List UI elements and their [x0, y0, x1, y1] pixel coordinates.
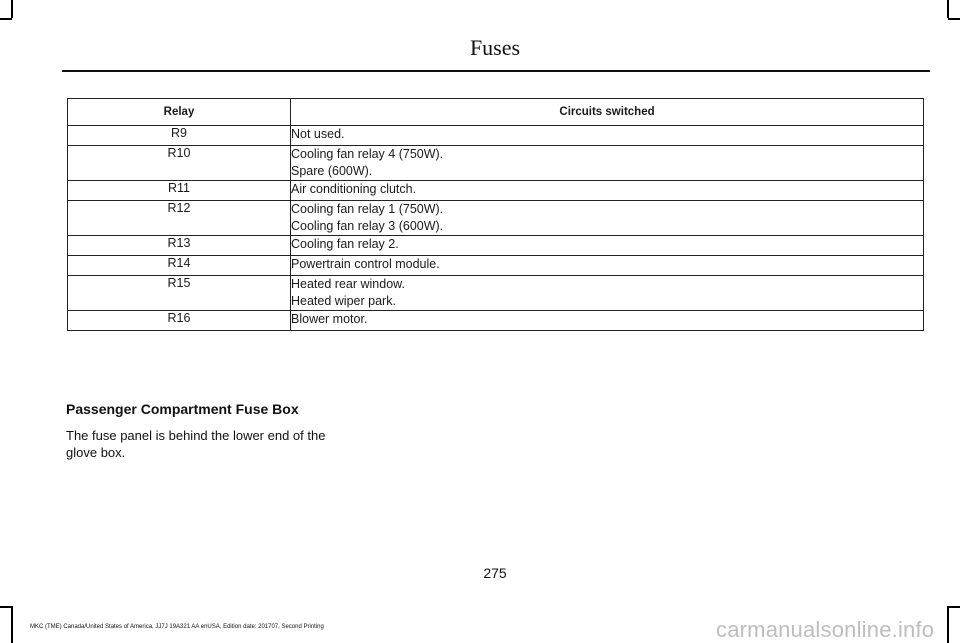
- header-divider: [62, 70, 930, 72]
- circuits-cell: [291, 181, 924, 201]
- relay-id-cell: R14: [68, 256, 291, 276]
- crop-mark: [11, 606, 13, 643]
- table-row: [68, 311, 924, 331]
- table-row: [68, 256, 924, 276]
- circuit-line: Cooling fan relay 4 (750W).: [291, 147, 444, 161]
- crop-mark: [11, 0, 13, 18]
- circuit-line: Blower motor.: [291, 312, 368, 326]
- page-title: Fuses: [469, 35, 521, 60]
- circuit-line: Powertrain control module.: [291, 257, 440, 271]
- relay-id-cell: R15: [68, 276, 291, 311]
- table-row: [68, 236, 924, 256]
- section-body-text: The fuse panel is behind the lower end of the glove box.: [66, 428, 326, 460]
- relay-id-cell: R12: [68, 201, 291, 236]
- crop-mark: [948, 606, 960, 608]
- circuits-cell: [291, 311, 924, 331]
- table-body: [68, 126, 924, 331]
- circuits-cell: [291, 146, 924, 181]
- circuits-cell: [291, 256, 924, 276]
- table-row: [68, 276, 924, 311]
- crop-mark: [0, 606, 12, 608]
- circuits-cell: [291, 236, 924, 256]
- crop-mark: [947, 0, 949, 18]
- table-header-row: [68, 99, 924, 126]
- crop-mark: [948, 18, 960, 20]
- table-row: [68, 146, 924, 181]
- relay-table: [67, 98, 924, 331]
- circuits-cell: [291, 276, 924, 311]
- circuit-line: Cooling fan relay 1 (750W).: [291, 202, 444, 216]
- table-row: [68, 181, 924, 201]
- page-number: 275: [483, 565, 507, 581]
- watermark-logo: carmanualsonline.info: [716, 617, 935, 642]
- table-row: [68, 201, 924, 236]
- circuit-line: Air conditioning clutch.: [291, 182, 417, 196]
- circuits-cell: [291, 126, 924, 146]
- circuits-cell: [291, 201, 924, 236]
- relay-id-cell: R10: [68, 146, 291, 181]
- column-header-relay: Relay: [68, 99, 291, 126]
- relay-id-cell: R13: [68, 236, 291, 256]
- circuit-line: Spare (600W).: [291, 164, 373, 178]
- circuit-line: Cooling fan relay 3 (600W).: [291, 219, 444, 233]
- circuit-line: Not used.: [291, 127, 345, 141]
- crop-mark: [0, 18, 12, 20]
- section-heading: Passenger Compartment Fuse Box: [66, 401, 299, 417]
- edition-footer: MKC (TME) Canada/United States of America, JJ7J 19A321 AA enUSA, Edition date: 201707, Second Printing: [30, 624, 324, 630]
- circuit-line: Heated rear window.: [291, 277, 405, 291]
- column-header-circuits: Circuits switched: [291, 99, 924, 126]
- crop-mark: [947, 606, 949, 643]
- relay-id-cell: R9: [68, 126, 291, 146]
- relay-id-cell: R11: [68, 181, 291, 201]
- circuit-line: Cooling fan relay 2.: [291, 237, 399, 251]
- relay-id-cell: R16: [68, 311, 291, 331]
- table-row: [68, 126, 924, 146]
- circuit-line: Heated wiper park.: [291, 294, 396, 308]
